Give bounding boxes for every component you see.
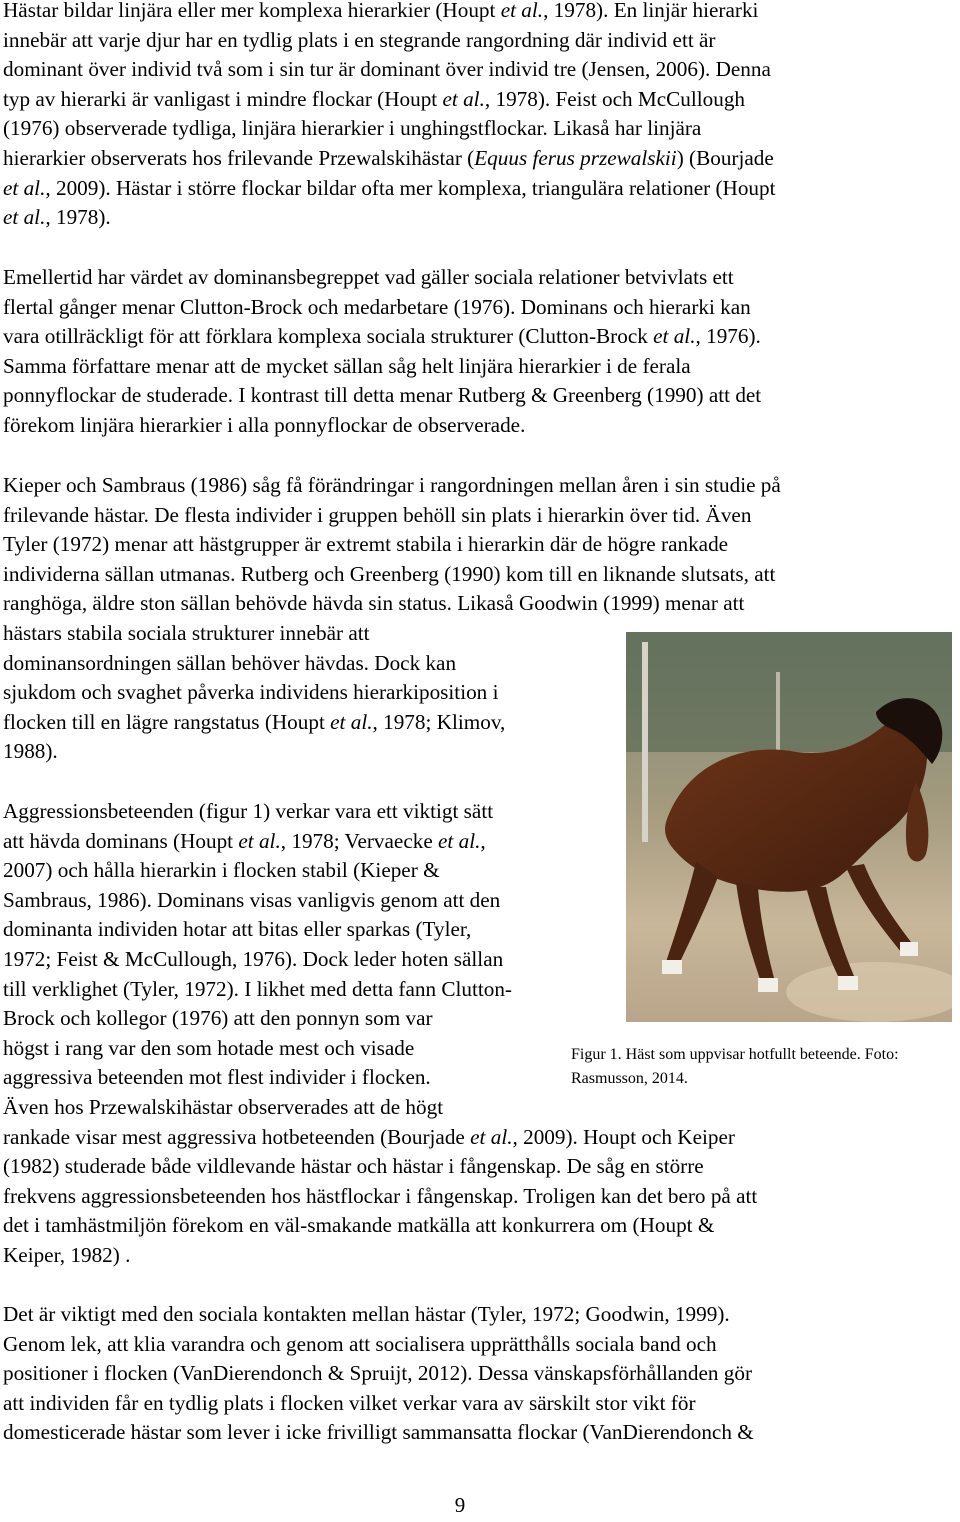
text-line [3, 530, 933, 560]
text-run: ) (Bourjade [676, 145, 774, 170]
text-line [3, 1330, 933, 1360]
text-run: Keiper, 1982) . [3, 1242, 131, 1267]
text-run: dominanta individen hotar att bitas eller sparkas (Tyler, [3, 917, 472, 942]
text-run: hästars stabila sociala strukturer innebär att [3, 620, 370, 645]
text-line [3, 352, 933, 382]
text-run: högst i rang var den som hotade mest och visade [3, 1035, 415, 1060]
text-run: , [480, 828, 486, 853]
text-run: Genom lek, att klia varandra och genom att socialisera upprätthålls sociala band och [3, 1331, 717, 1356]
text-run: vara otillräckligt för att förklara komplexa sociala strukturer (Clutton-Brock [3, 324, 654, 349]
paragraph-social-contact [3, 1300, 933, 1448]
text-line [3, 1182, 933, 1212]
figure-caption-line: Rasmusson, 2014. [571, 1070, 688, 1087]
text-run: , 2009). Houpt och Keiper [512, 1124, 735, 1149]
text-run: ranghöga, äldre ston sällan behövde hävda sin status. Likaså Goodwin (1999) menar att [3, 591, 745, 616]
text-run: Hästar bildar linjära eller mer komplexa hierarkier (Houpt [3, 0, 501, 22]
text-run: frekvens aggressionsbeteenden hos hästflockar i fångenskap. Troligen kan det bero på att [3, 1183, 758, 1208]
text-line [3, 263, 933, 293]
text-run: , 1976). [695, 324, 761, 349]
text-run: att hävda dominans (Houpt [3, 828, 239, 853]
text-line [3, 85, 933, 115]
text-run: domesticerade hästar som lever i icke frivilligt sammansatta flockar (VanDierendonch & [3, 1420, 754, 1445]
text-line [3, 1093, 933, 1123]
text-line [3, 144, 933, 174]
italic-run: et al. [330, 709, 373, 734]
text-run: Kieper och Sambraus (1986) såg få förändringar i rangordningen mellan åren i sin studie på [3, 473, 781, 497]
paragraph-hierarchy-types [3, 0, 933, 233]
italic-run: et al. [438, 828, 481, 853]
text-line [3, 1300, 933, 1330]
italic-run: et al. [653, 324, 696, 349]
text-run: Även hos Przewalskihästar observerades att de högt [3, 1094, 444, 1119]
text-run: att individen får en tydlig plats i flocken vilket verkar vara av särskilt stor vikt för [3, 1390, 696, 1415]
text-line [3, 114, 933, 144]
text-run: , 1978). [45, 205, 111, 230]
text-run: Samma författare menar att de mycket sällan såg helt linjära hierarkier i de ferala [3, 353, 691, 378]
text-run: typ av hierarki är vanligast i mindre flockar (Houpt [3, 86, 443, 111]
text-run: , 1978; Klimov, [372, 709, 506, 734]
text-run: , 2009). Hästar i större flockar bildar ofta mer komplexa, triangulära relationer (Houpt [45, 175, 776, 200]
text-line [3, 381, 933, 411]
text-run: , 1978). Feist och McCullough [484, 86, 746, 111]
text-run: flocken till en lägre rangstatus (Houpt [3, 709, 331, 734]
text-line [3, 174, 933, 204]
text-run: ponnyflockar de studerade. I kontrast till detta menar Rutberg & Greenberg (1990) att det [3, 383, 762, 408]
text-run: flertal gånger menar Clutton-Brock och medarbetare (1976). Dominans och hierarki kan [3, 294, 751, 319]
text-line [3, 55, 933, 85]
text-run: individerna sällan utmanas. Rutberg och Greenberg (1990) kom till en liknande slutsats, att [3, 561, 776, 586]
text-line [3, 1241, 933, 1271]
text-run: 1972; Feist & McCullough, 1976). Dock leder hoten sällan [3, 946, 504, 971]
text-run: rankade visar mest aggressiva hotbeteenden (Bourjade [3, 1124, 471, 1149]
text-run: till verklighet (Tyler, 1972). I likhet med detta fann Clutton- [3, 976, 512, 1001]
text-run: det i tamhästmiljön förekom en väl-smakande matkälla att konkurrera om (Houpt & [3, 1213, 715, 1238]
text-run: positioner i flocken (VanDierendonch & Spruijt, 2012). Dessa vänskapsförhållanden gör [3, 1361, 753, 1386]
text-run: Brock och kollegor (1976) att den ponnyn som var [3, 1006, 433, 1031]
text-run: , 1978; Vervaecke [280, 828, 439, 853]
figure-horse-photo [626, 632, 952, 1022]
text-run: Emellertid har värdet av dominansbegreppet vad gäller sociala relationer betvivlats ett [3, 265, 734, 289]
text-run: Aggressionsbeteenden (figur 1) verkar vara ett viktigt sätt [3, 799, 494, 823]
text-line [3, 1123, 933, 1153]
text-run: Tyler (1972) menar att hästgrupper är extremt stabila i hierarkin där de högre rankade [3, 532, 729, 557]
horse-photo-icon [626, 632, 952, 1022]
text-run: frilevande hästar. De flesta individer i gruppen behöll sin plats i hierarkin över tid. Även [3, 502, 752, 527]
text-line [3, 1211, 933, 1241]
text-run: sjukdom och svaghet påverka individens hierarkiposition i [3, 680, 499, 705]
page-number: 9 [454, 1493, 466, 1517]
text-line [3, 0, 933, 26]
text-line [3, 203, 933, 233]
italic-run: et al. [500, 0, 544, 22]
text-line [3, 1359, 933, 1389]
text-line [3, 1152, 933, 1182]
text-run: 2007) och hålla hierarkin i flocken stabil (Kieper & [3, 858, 440, 883]
figure-caption-line: Figur 1. Häst som uppvisar hotfullt beteende. Foto: [571, 1046, 899, 1063]
figure-caption [571, 1043, 899, 1091]
italic-run: et al. [470, 1124, 513, 1149]
text-run: 1988). [3, 739, 58, 764]
text-run: innebär att varje djur har en tydlig plats i en stegrande rangordning där individ ett är [3, 27, 716, 52]
text-line [3, 589, 933, 619]
text-run: (1982) studerade både vildlevande hästar och hästar i fångenskap. De såg en större [3, 1154, 704, 1179]
text-line [3, 501, 933, 531]
text-line [3, 1389, 933, 1419]
italic-run: et al. [3, 205, 46, 230]
italic-run: Equus ferus przewalskii [474, 145, 677, 170]
text-run: dominansordningen sällan behöver hävdas. Dock kan [3, 650, 457, 675]
text-run: Det är viktigt med den sociala kontakten mellan hästar (Tyler, 1972; Goodwin, 1999). [3, 1302, 730, 1326]
text-line [3, 1418, 933, 1448]
text-line [3, 26, 933, 56]
text-run: , 1978). En linjär hierarki [543, 0, 759, 22]
paragraph-dominance-concept [3, 263, 933, 441]
text-line [3, 293, 933, 323]
italic-run: et al. [238, 828, 281, 853]
text-run: hierarkier observerats hos frilevande Przewalskihästar ( [3, 145, 475, 170]
text-line [3, 560, 933, 590]
text-run: förekom linjära hierarkier i alla ponnyflockar de observerade. [3, 412, 526, 437]
text-line [3, 471, 933, 501]
text-run: (1976) observerade tydliga, linjära hierarkier i unghingstflockar. Likaså har linjära [3, 116, 702, 141]
text-run: Sambraus, 1986). Dominans visas vanligvis genom att den [3, 887, 501, 912]
text-run: aggressiva beteenden mot flest individer i flocken. [3, 1065, 431, 1090]
text-line [3, 322, 933, 352]
italic-run: et al. [442, 86, 485, 111]
text-run: dominant över individ två som i sin tur är dominant över individ tre (Jensen, 2006). Denna [3, 57, 771, 82]
text-line [3, 411, 933, 441]
italic-run: et al. [3, 175, 46, 200]
